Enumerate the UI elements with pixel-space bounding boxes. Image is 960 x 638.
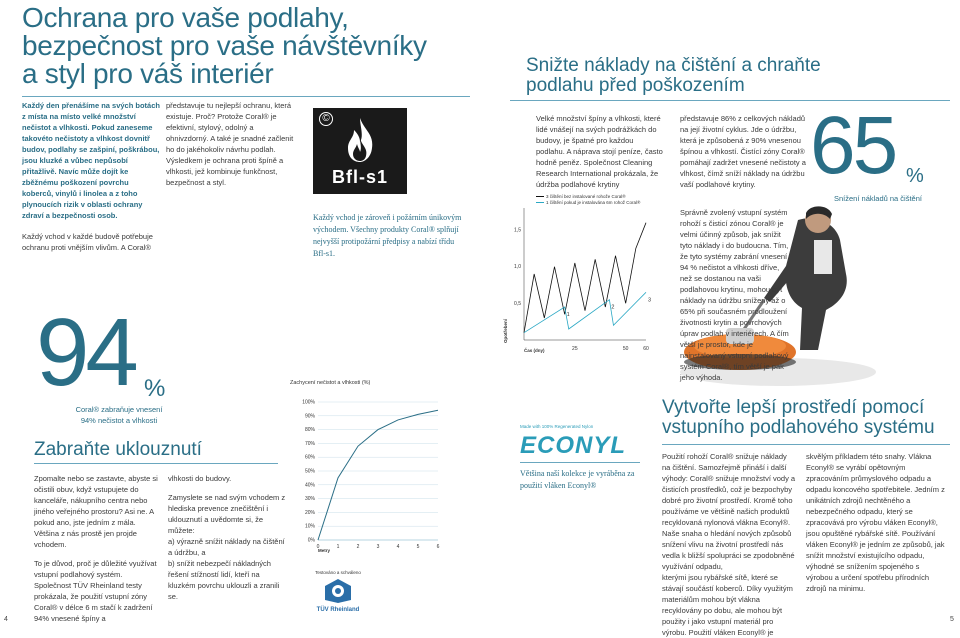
sys-col1-text: Použití rohoží Coral® snižuje náklady na čištění. Samozřejmě přináší i další výhody: Coral® snižuje množství vody a čisticích prostředků, což je bezpochyby dobré pro životní prostředí. Kromě toho používáme ve většině našich produktů recyklovaná nylonová vlákna Econyl®. Naše snaha o hledání nových způsobů snížení vlivu na životní prostředí nás vedla k bližší spolupráci se zpodobněné využívání odpadu,: [662, 452, 796, 571]
number-caption-94-line1: Coral® zabraňuje vnesení: [75, 405, 163, 414]
right-title-line2: podlahu před poškozením: [526, 75, 745, 96]
econyl-small-text: Made with 100% Regenerated Nylon: [520, 424, 594, 429]
dirt-ytick-label: 80%: [304, 427, 315, 434]
right-header-band: [480, 0, 960, 50]
dirt-ytick-label: 30%: [304, 496, 315, 503]
sys-divider: [662, 444, 950, 445]
fire-text: Každý vchod je zároveň i požárním únikovým východem. Všechny produkty Coral® splňují nejvyšší protipožární předpisy a nabízí třídu Bfl-s1.: [313, 213, 462, 258]
dirt-xtick-label: 3: [376, 544, 380, 550]
dirt-xtick-label: 2: [356, 544, 360, 550]
wear-xlabel: Čas (dny): [524, 348, 545, 353]
wear-xtick-label: 60: [643, 346, 649, 352]
number-caption-94-line2: 94% nečistot a vlhkosti: [80, 416, 158, 425]
dirt-ytick-label: 40%: [304, 482, 315, 489]
left-intro-bold: Každý den přenášíme na svých botách z místa na místo velké množství nečistot a vlhkosti. Pokud zaneseme takovéto nečistoty a vlhkost dovnitř budov, podlahy se zašpiní, poškrábou, jsou kluzké a vůbec nepůsobí přitažlivě. Navíc může dojít ke zběžnému poškození povrchu koberců, vinylů i linolea a z toho plynoucích rizik v oblasti ochrany zdraví a bezpečnosti osob.: [22, 101, 160, 220]
econyl-logo: ECONYL: [520, 432, 627, 459]
slip-col2-para2: Zamyslete se nad svým vchodem z hlediska prevence znečištění i uklouznutí a uvědomte si, že můžete:: [168, 493, 286, 535]
slip-col2-item-b: b) snížit nebezpečí nákladných řešení stížností lidí, kteří na kluzkém povrchu uklouzli a zranili se.: [168, 559, 280, 601]
wear-point-label: 2: [611, 304, 615, 311]
left-title-line3: a styl pro váš interiér: [22, 58, 274, 89]
page-number-left: 4: [4, 616, 8, 623]
dirt-xtick-label: 5: [416, 544, 420, 550]
wear-ytick-label: 0,5: [514, 300, 521, 307]
flame-icon: [340, 116, 380, 164]
slip-title: Zabraňte uklouznutí: [34, 439, 202, 460]
sys-title-line2: vstupního podlahového systému: [662, 417, 935, 438]
wear-legend-label-2: 1 čištění pokud je instalována 6m rohož Coral®: [546, 200, 641, 205]
sys-col1b-text: kterými jsou rybářské sítě, které se stávají součástí koberců. Díky využitým materiálům mohou být vlákna recyklovány po dobu, ale mohou být použity i jako vstupní materiál pro výrobu. Použití vláken Econyl® je: [662, 573, 793, 637]
sys-title: [662, 398, 952, 438]
wear-ylabel: Opotřebení: [503, 318, 509, 344]
left-intro-column: [22, 100, 160, 253]
slip-col2: [168, 473, 288, 602]
left-title-line2: bezpečnost pro vaše návštěvníky: [22, 30, 427, 61]
wear-series-with-mat: [524, 292, 646, 332]
dirt-ytick-label: 90%: [304, 413, 315, 420]
dirt-xtick-label: 6: [436, 544, 440, 550]
slip-col1-para2: To je důvod, proč je důležité využívat vstupní podlahový systém. Společnost TÜV Rheinland testy prokázala, že použití vstupní zóny Coral® v délce 6 m stačí k zadržení 94% vnesené špíny a: [34, 559, 157, 623]
dirt-chart-title: Zachycení nečistot a vlhkosti (%): [290, 380, 371, 386]
big-number-94: [36, 299, 176, 415]
number-caption-65: Snížení nákladů na čištění: [834, 194, 922, 203]
right-title-line1: Snižte náklady na čištění a chraňte: [526, 55, 821, 76]
tuv-caption: Testováno a schváleno: [315, 570, 361, 575]
dirt-chart-svg: [290, 390, 450, 570]
fire-badge-label: Bfl-s1: [331, 167, 388, 187]
wear-chart-svg: [508, 188, 658, 360]
econyl-text: Většina naší kolekce je vyráběna za použití vláken Econyl®: [520, 469, 635, 490]
wear-xtick-label: 50: [622, 346, 629, 352]
number-caption-94: [64, 404, 174, 426]
left-top-divider: [22, 96, 470, 97]
right-col2-text: představuje 86% z celkových nákladů na její životní cyklus. Jde o údržbu, která je způsobená z 90% vnesenou špínou a vlhkostí. Čistící zóny Coral® pomáhají zadržet vnesené nečistoty a vlhkost, čímž sníží náklady na údržbu vaší podlahové krytiny.: [680, 114, 806, 189]
wear-point-label: 1: [566, 312, 570, 318]
dirt-chart: [290, 380, 450, 580]
dirt-xtick-label: 1: [336, 544, 340, 550]
big-number-65-percent: %: [906, 165, 924, 187]
dirt-ytick-label: 70%: [304, 440, 315, 447]
dirt-ytick-label: 0%: [307, 537, 315, 544]
big-number-65: [810, 100, 950, 205]
dirt-ytick-label: 50%: [304, 468, 315, 475]
slip-col1-para1: Zpomalte nebo se zastavte, abyste si očistili obuv, když vstupujete do kanceláře, nákupního centra nebo jiného veřejného prostoru? Asi ne. A pokud ano, jste jedním z mála. Většina z nás prostě jen projde vchodem.: [34, 474, 158, 549]
wear-ytick-label: 1,0: [514, 264, 521, 271]
machine-text: Správně zvolený vstupní systém rohoží s čisticí zónou Coral® je velmi účinný způsob, jak snížit tyto náklady i do budoucna. Tím, že tyto systémy zabrání vnesení 94 % nečistot a vlhkosti dříve, než se dostanou na vaši podlahovou krytinu, mohou být náklady na údržbu sníženy až o 65% při současném prodloužení životnosti krytin a povrchových úprav podlah v interiérech. A čím větší je prostor, kde je nainstalovaný vstupní podlahový systém Coral®, tím větší je pak jeho výhoda.: [680, 208, 789, 382]
fire-badge: [313, 108, 407, 194]
dirt-chart-xlabel: Metry: [318, 548, 331, 553]
left-intro-regular: Každý vchod v každé budově potřebuje ochranu proti vnějším vlivům. A Coral®: [22, 232, 153, 252]
page-number-right: 5: [950, 616, 954, 623]
wear-ytick-label: 1,5: [514, 227, 521, 234]
wear-point-label: 3: [648, 297, 652, 304]
wear-legend-label-1: 3 čištění bez instalované rohože Coral®: [546, 194, 626, 199]
big-number-94-percent: %: [144, 375, 166, 402]
slip-col2-para1: vlhkosti do budovy.: [168, 474, 232, 483]
wear-chart: [503, 188, 658, 360]
tuv-name: TÜV Rheinland: [316, 607, 360, 613]
fire-badge-copyright: ©: [319, 112, 333, 126]
big-number-65-value: 65: [810, 100, 896, 191]
dirt-ytick-label: 100%: [302, 399, 315, 406]
slip-col1: [34, 473, 160, 624]
slip-col2-item-a: a) výrazně snížit náklady na čištění a údržbu, a: [168, 537, 285, 557]
dirt-xtick-label: 0: [316, 544, 320, 550]
left-title-line1: Ochrana pro vaše podlahy,: [22, 2, 349, 33]
left-title: [22, 4, 462, 88]
dirt-ytick-label: 10%: [304, 523, 315, 530]
left-col2-text: představuje tu nejlepší ochranu, která existuje. Proč? Protože Coral® je efektivní, stylový, odolný a ohnivzdorný. A také je snadné začlenit ho do jakéhokoliv návrhu podlah. Výsledkem je ochrana proti špíně a vlhkosti, jež kombinuje funkčnost, bezpečnost a styl.: [166, 101, 294, 187]
big-number-94-value: 94: [36, 299, 135, 406]
right-title: [526, 56, 946, 96]
wear-series-no-mat: [524, 223, 646, 333]
wear-xtick-label: 25: [572, 346, 578, 352]
dirt-ytick-label: 60%: [304, 454, 315, 461]
tuv-logo: [308, 570, 368, 616]
dirt-xtick-label: 4: [396, 544, 400, 550]
sys-col2: skvělým příkladem této snahy. Vlákna Econyl® se vyrábí opětovným zpracováním průmyslového odpadu a odpadu koncového spotřebitele. Jedním z unikátních zdrojů nechtěného a nebezpečného odpadu, který se zpracovává pro výrobu vláken Econyl®, jsou opuštěné rybářské sítě. Používání vláken Econyl® je jedním ze způsobů, jak snížit množství existujícího odpadu, výhodné se snížením spojeného s výrobou a určení spotřebu přírodních zdrojů na minimu.: [806, 452, 945, 593]
right-col1-text: Velké množství špíny a vlhkosti, které lidé vnášejí na svých podrážkách do budovy, je špatné pro každou podlahu. A náprava stojí peníze, často hodně peněz. Společnost Cleaning Research International prokázala, že údržba podlahové krytiny: [536, 114, 663, 189]
tuv-badge-icon: [323, 578, 353, 604]
sys-col1: [662, 451, 796, 638]
slip-divider: [34, 463, 278, 464]
sys-title-line1: Vytvořte lepší prostředí pomocí: [662, 397, 925, 418]
econyl-divider: [520, 462, 640, 463]
dirt-ytick-label: 20%: [304, 509, 315, 516]
